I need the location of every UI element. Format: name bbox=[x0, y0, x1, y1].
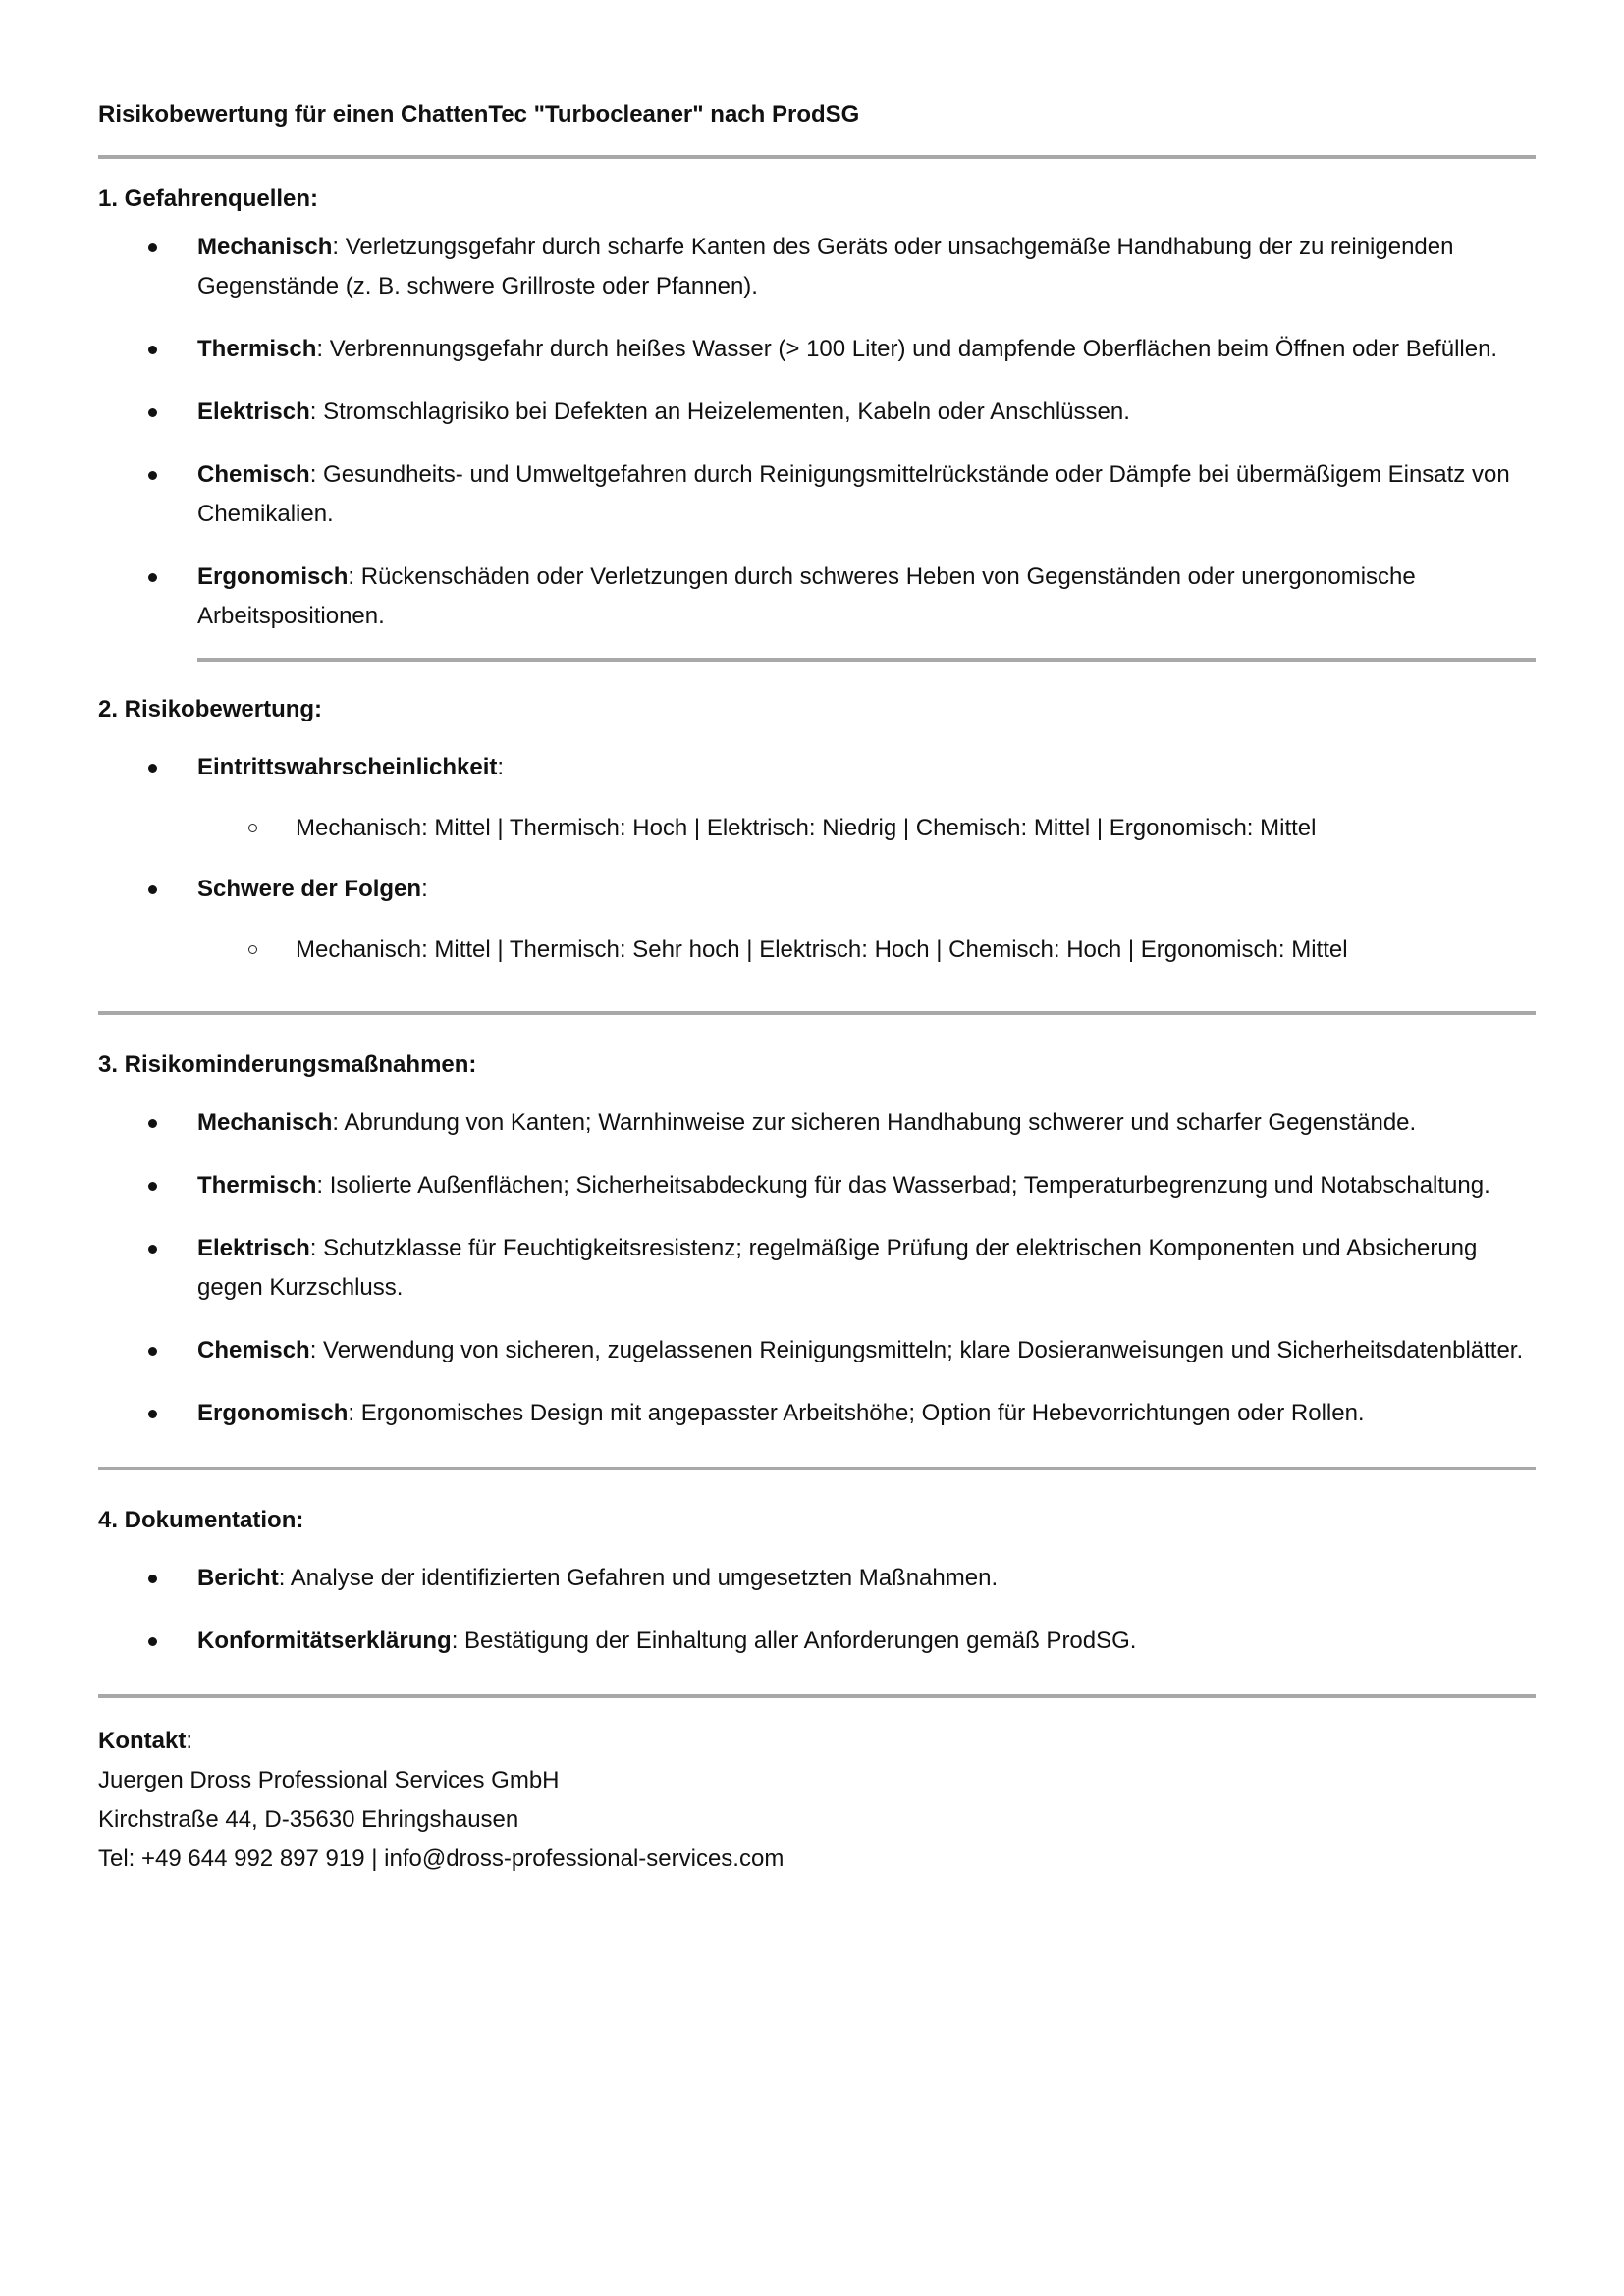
list-item bbox=[98, 558, 1536, 636]
bullet-icon bbox=[148, 1637, 157, 1646]
item-label: Elektrisch bbox=[197, 399, 310, 425]
sub-list bbox=[98, 931, 1536, 970]
section-heading: 4. Dokumentation: bbox=[98, 1507, 304, 1533]
item-label: Elektrisch bbox=[197, 1235, 310, 1261]
sub-list-item bbox=[98, 931, 1536, 970]
contact-block bbox=[98, 1722, 1536, 1879]
bullet-list bbox=[98, 1103, 1536, 1433]
section-heading: 2. Risikobewertung: bbox=[98, 696, 323, 722]
item-text: : Verbrennungsgefahr durch heißes Wasser (> 100 Liter) und dampfende Oberflächen beim Öffnen oder Befüllen. bbox=[316, 336, 1498, 362]
sub-item-text: Mechanisch: Mittel | Thermisch: Sehr hoch | Elektrisch: Hoch | Chemisch: Hoch | Ergonomisch: Mittel bbox=[296, 936, 1348, 963]
item-label: Konformitätserklärung bbox=[197, 1628, 452, 1654]
document-title: Risikobewertung für einen ChattenTec "Turbocleaner" nach ProdSG bbox=[98, 101, 860, 128]
item-text: : Ergonomisches Design mit angepasster Arbeitshöhe; Option für Hebevorrichtungen oder Rollen. bbox=[348, 1400, 1365, 1426]
list-item bbox=[98, 393, 1536, 432]
list-item bbox=[98, 1229, 1536, 1308]
sub-list-item bbox=[98, 809, 1536, 848]
item-label: Mechanisch bbox=[197, 1109, 333, 1136]
item-text: : Schutzklasse für Feuchtigkeitsresistenz; regelmäßige Prüfung der elektrischen Komponenten und Absicherung gegen Kurzschluss. bbox=[197, 1235, 1478, 1301]
bullet-list bbox=[98, 748, 1536, 787]
item-label: Ergonomisch bbox=[197, 1400, 349, 1426]
list-item bbox=[98, 748, 1536, 787]
item-text: : Stromschlagrisiko bei Defekten an Heizelementen, Kabeln oder Anschlüssen. bbox=[309, 399, 1130, 425]
bullet-list bbox=[98, 228, 1536, 636]
bullet-icon bbox=[148, 885, 157, 894]
bullet-icon bbox=[148, 471, 157, 480]
list-item bbox=[98, 1103, 1536, 1143]
item-text: : Verwendung von sicheren, zugelassenen Reinigungsmitteln; klare Dosieranweisungen und Sicherheitsdatenblätter. bbox=[309, 1337, 1524, 1363]
item-text: : Rückenschäden oder Verletzungen durch schweres Heben von Gegenständen oder unergonomische Arbeitspositionen. bbox=[197, 563, 1416, 629]
bullet-icon bbox=[148, 1245, 157, 1254]
bullet-list bbox=[98, 870, 1536, 909]
bullet-list bbox=[98, 1559, 1536, 1661]
list-item bbox=[98, 228, 1536, 306]
item-label: Mechanisch bbox=[197, 234, 333, 260]
section-risikominderung bbox=[98, 1048, 1536, 1433]
item-text: : Bestätigung der Einhaltung aller Anforderungen gemäß ProdSG. bbox=[451, 1628, 1137, 1654]
item-text: : Analyse der identifizierten Gefahren und umgesetzten Maßnahmen. bbox=[278, 1565, 999, 1591]
sub-item-text: Mechanisch: Mittel | Thermisch: Hoch | Elektrisch: Niedrig | Chemisch: Mittel | Ergonomisch: Mittel bbox=[296, 815, 1317, 841]
list-item bbox=[98, 1331, 1536, 1370]
item-text: : Gesundheits- und Umweltgefahren durch Reinigungsmittelrückstände oder Dämpfe bei übermäßigem Einsatz von Chemikalien. bbox=[197, 461, 1510, 527]
section-risikobewertung bbox=[98, 693, 1536, 970]
bullet-icon bbox=[148, 764, 157, 773]
item-label: Bericht bbox=[197, 1565, 279, 1591]
bullet-icon bbox=[148, 573, 157, 582]
bullet-icon bbox=[148, 1410, 157, 1418]
bullet-icon bbox=[148, 1347, 157, 1356]
bullet-icon bbox=[148, 243, 157, 252]
bullet-icon bbox=[148, 408, 157, 417]
bullet-icon bbox=[148, 1575, 157, 1583]
contact-phone-email: Tel: +49 644 992 897 919 | info@dross-professional-services.com bbox=[98, 1845, 785, 1872]
bullet-icon bbox=[148, 346, 157, 354]
section-heading: 1. Gefahrenquellen: bbox=[98, 186, 319, 212]
contact-address: Kirchstraße 44, D-35630 Ehringshausen bbox=[98, 1806, 519, 1833]
item-text: : Verletzungsgefahr durch scharfe Kanten des Geräts oder unsachgemäße Handhabung der zu reinigenden Gegenstände (z. B. schwere Grillroste oder Pfannen). bbox=[197, 234, 1454, 299]
item-label: Schwere der Folgen bbox=[197, 876, 422, 902]
list-item bbox=[98, 870, 1536, 909]
item-label: Thermisch bbox=[197, 1172, 317, 1199]
bullet-icon bbox=[148, 1119, 157, 1128]
item-label: Eintrittswahrscheinlichkeit bbox=[197, 754, 498, 780]
sub-list bbox=[98, 809, 1536, 848]
item-text: : Abrundung von Kanten; Warnhinweise zur sicheren Handhabung schwerer und scharfer Gegenstände. bbox=[332, 1109, 1417, 1136]
section-gefahrenquellen bbox=[98, 183, 1536, 636]
contact-heading bbox=[98, 1722, 1536, 1761]
list-item bbox=[98, 330, 1536, 369]
section-heading: 3. Risikominderungsmaßnahmen: bbox=[98, 1051, 477, 1078]
item-label: Chemisch bbox=[197, 1337, 310, 1363]
item-label: Chemisch bbox=[197, 461, 310, 488]
section-dokumentation bbox=[98, 1504, 1536, 1661]
contact-company: Juergen Dross Professional Services GmbH bbox=[98, 1767, 560, 1793]
list-item bbox=[98, 1559, 1536, 1598]
item-label: Thermisch bbox=[197, 336, 317, 362]
item-text: : Isolierte Außenflächen; Sicherheitsabdeckung für das Wasserbad; Temperaturbegrenzung und Notabschaltung. bbox=[316, 1172, 1490, 1199]
circle-bullet-icon bbox=[248, 824, 257, 832]
bullet-icon bbox=[148, 1182, 157, 1191]
list-item bbox=[98, 1166, 1536, 1205]
item-label: Ergonomisch bbox=[197, 563, 349, 590]
list-item bbox=[98, 1622, 1536, 1661]
contact-label: Kontakt bbox=[98, 1728, 187, 1754]
contact-colon: : bbox=[186, 1728, 193, 1754]
document-page bbox=[98, 98, 1536, 1879]
circle-bullet-icon bbox=[248, 945, 257, 954]
item-text: : bbox=[497, 754, 505, 780]
item-text: : bbox=[421, 876, 428, 902]
list-item bbox=[98, 455, 1536, 534]
list-item bbox=[98, 1394, 1536, 1433]
